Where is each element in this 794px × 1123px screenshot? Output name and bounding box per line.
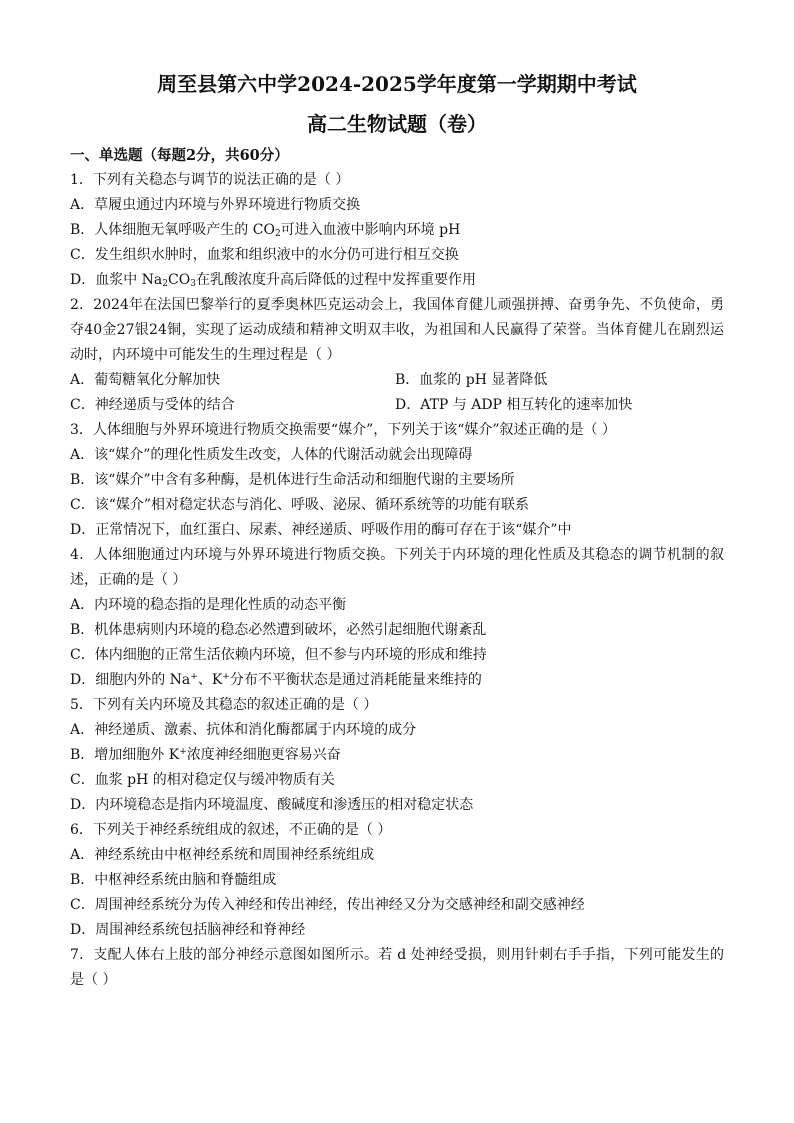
option-a: A．内环境的稳态指的是理化性质的动态平衡 [70, 597, 347, 613]
option-a: A．该“媒介”的理化性质发生改变，人体的代谢活动就会出现障碍 [70, 447, 473, 463]
question-6 [70, 818, 724, 943]
question-stem: 5．下列有关内环境及其稳态的叙述正确的是（ ） [70, 697, 378, 713]
option-c: C．神经递质与受体的结合 [70, 397, 235, 413]
option-b: B．中枢神经系统由脑和脊髓组成 [70, 872, 277, 888]
question-1 [70, 168, 724, 293]
option-row [70, 393, 724, 418]
option-b: B．增加细胞外 K+浓度神经细胞更容易兴奋 [70, 747, 341, 763]
option-b: B．机体患病则内环境的稳态必然遭到破坏，必然引起细胞代谢紊乱 [70, 622, 487, 638]
question-3 [70, 418, 724, 543]
option-d: D．ATP 与 ADP 相互转化的速率加快 [395, 397, 633, 413]
option-c: C．血浆 pH 的相对稳定仅与缓冲物质有关 [70, 772, 335, 788]
option-b: B．该“媒介”中含有多种酶，是机体进行生命活动和细胞代谢的主要场所 [70, 472, 515, 488]
question-stem: 1．下列有关稳态与调节的说法正确的是（ ） [70, 172, 350, 188]
question-2 [70, 293, 724, 418]
option-d: D．周围神经系统包括脑神经和脊神经 [70, 922, 306, 938]
option-d: D．血浆中 $Na_2CO_3$在乳酸浓度升高后降低的过程中发挥重要作用 [70, 272, 476, 289]
option-d: D．细胞内外的 Na+、K+分布不平衡状态是通过消耗能量来维持的 [70, 672, 482, 688]
section-heading: 一、单选题（每题2分，共60分） [70, 147, 289, 164]
option-d: D．正常情况下，血红蛋白、尿素、神经递质、呼吸作用的酶可存在于该“媒介”中 [70, 522, 572, 538]
option-b: B．人体细胞无氧呼吸产生的 $CO_2$可进入血液中影响内环境 pH [70, 222, 461, 239]
question-stem: 3．人体细胞与外界环境进行物质交换需要“媒介”，下列关于该“媒介”叙述正确的是（ ） [70, 422, 616, 438]
exam-title: 周至县第六中学2024-2025学年度第一学期期中考试 [157, 72, 637, 96]
option-c: C．该“媒介”相对稳定状态与消化、呼吸、泌尿、循环系统等的功能有联系 [70, 497, 530, 513]
question-stem: 6．下列关于神经系统组成的叙述，不正确的是（ ） [70, 822, 392, 838]
question-5 [70, 693, 724, 818]
option-row [70, 368, 724, 393]
option-a: A．草履虫通过内环境与外界环境进行物质交换 [70, 197, 361, 213]
option-a: A．葡萄糖氧化分解加快 [70, 372, 221, 388]
option-c: C．周围神经系统分为传入神经和传出神经，传出神经又分为交感神经和副交感神经 [70, 897, 585, 913]
question-stem: 4．人体细胞通过内环境与外界环境进行物质交换。下列关于内环境的理化性质及其稳态的调节机制的叙述，正确的是（ ） [70, 547, 724, 588]
question-stem: 2．2024年在法国巴黎举行的夏季奥林匹克运动会上，我国体育健儿顽强拼搏、奋勇争先、不负使命，勇夺40金27银24铜，实现了运动成绩和精神文明双丰收，为祖国和人民赢得了荣誉。当体育健儿在剧烈运动时，内环境中可能发生的生理过程是（ ） [70, 297, 724, 363]
question-7 [70, 943, 724, 993]
option-c: C．发生组织水肿时，血浆和组织液中的水分仍可进行相互交换 [70, 247, 459, 263]
option-c: C．体内细胞的正常生活依赖内环境，但不参与内环境的形成和维持 [70, 647, 487, 663]
question-stem: 7．支配人体右上肢的部分神经示意图如图所示。若 d 处神经受损，则用针刺右手手指，下列可能发生的是（ ） [70, 947, 724, 988]
option-a: A．神经系统由中枢神经系统和周围神经系统组成 [70, 847, 375, 863]
option-b: B．血浆的 pH 显著降低 [395, 372, 548, 388]
exam-subtitle: 高二生物试题（卷） [307, 112, 487, 136]
option-a: A．神经递质、激素、抗体和消化酶都属于内环境的成分 [70, 722, 417, 738]
question-4 [70, 543, 724, 693]
option-d: D．内环境稳态是指内环境温度、酸碱度和渗透压的相对稳定状态 [70, 797, 474, 813]
